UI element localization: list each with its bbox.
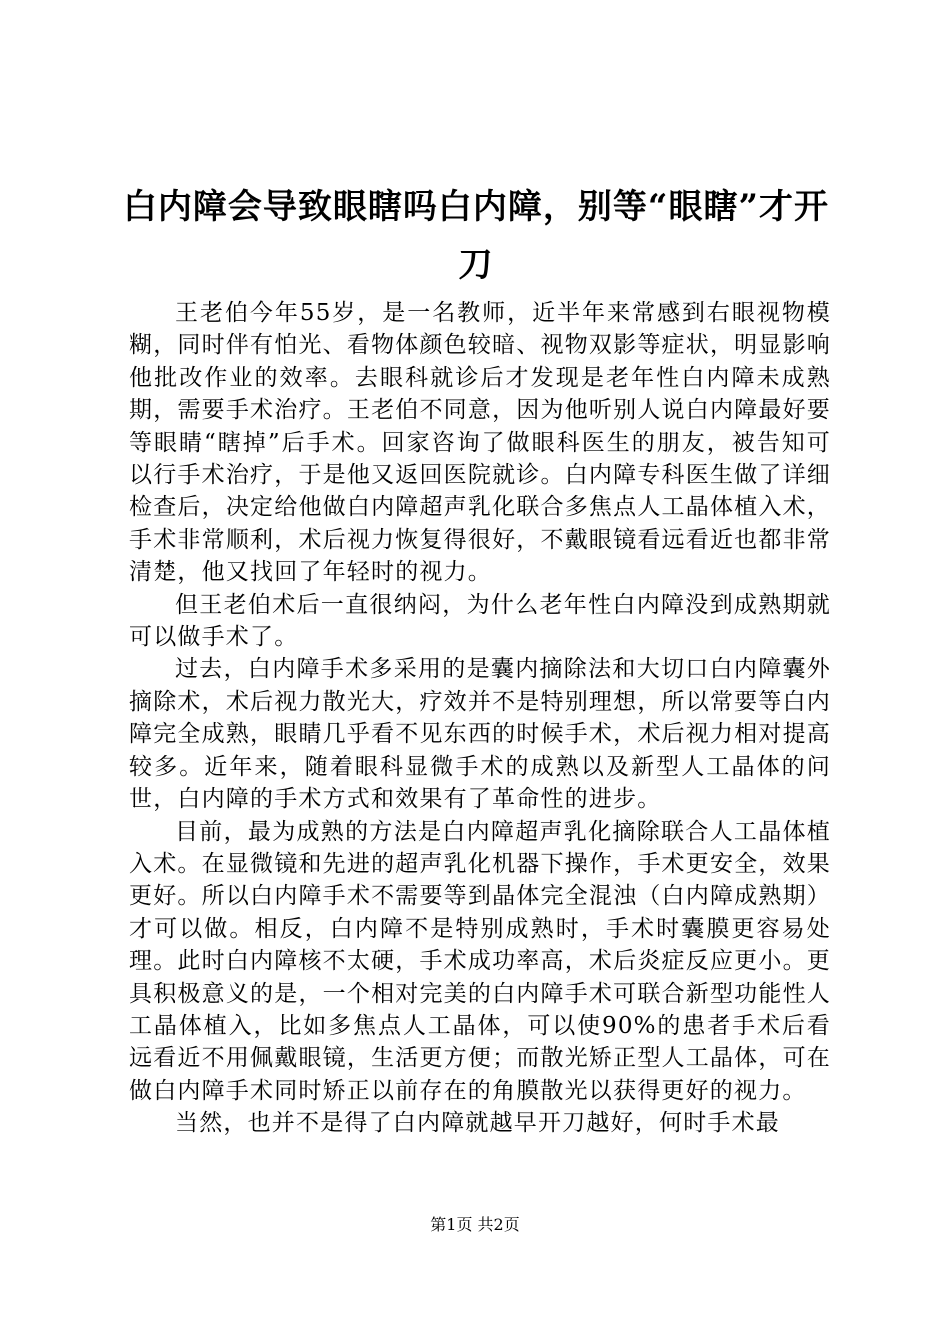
paragraph-5: 当然，也并不是得了白内障就越早开刀越好，何时手术最 — [175, 1110, 780, 1137]
paragraph-3: 过去，白内障手术多采用的是囊内摘除法和大切口白内障囊外摘除术，术后视力散光大，疗效并不是特别理想，所以常要等白内障完全成熟，眼睛几乎看不见东西的时候手术，术后视力相对提高较多。近年来，随着眼科显微手术的成熟以及新型人工晶体的问世，白内障的手术方式和效果有了革命性的进步。 — [129, 656, 831, 813]
document-title: 白内障会导致眼瞎吗白内障，别等“眼瞎”才开刀 — [122, 187, 830, 285]
paragraph-1: 王老伯今年55岁，是一名教师，近半年来常感到右眼视物模糊，同时伴有怕光、看物体颜色较暗、视物双影等症状，明显影响他批改作业的效率。去眼科就诊后才发现是老年性白内障未成熟期，需要手术治疗。王老伯不同意，因为他听别人说白内障最好要等眼睛“瞎掉”后手术。回家咨询了做眼科医生的朋友，被告知可以行手术治疗，于是他又返回医院就诊。白内障专科医生做了详细检查后，决定给他做白内障超声乳化联合多焦点人工晶体植入术，手术非常顺利，术后视力恢复得很好，不戴眼镜看远看近也都非常清楚，他又找回了年轻时的视力。 — [129, 300, 831, 586]
article-body — [129, 297, 831, 1140]
paragraph-2: 但王老伯术后一直很纳闷，为什么老年性白内障没到成熟期就可以做手术了。 — [129, 591, 831, 651]
paragraph-4: 目前，最为成熟的方法是白内障超声乳化摘除联合人工晶体植入术。在显微镜和先进的超声乳化机器下操作，手术更安全，效果更好。所以白内障手术不需要等到晶体完全混浊（白内障成熟期）才可以做。相反，白内障不是特别成熟时，手术时囊膜更容易处理。此时白内障核不太硬，手术成功率高，术后炎症反应更小。更具积极意义的是，一个相对完美的白内障手术可联合新型功能性人工晶体植入，比如多焦点人工晶体，可以使90%的患者手术后看远看近不用佩戴眼镜，生活更方便；而散光矫正型人工晶体，可在做白内障手术同时矫正以前存在的角膜散光以获得更好的视力。 — [129, 818, 831, 1104]
page-number-footer: 第1页 共2页 — [430, 1215, 520, 1234]
